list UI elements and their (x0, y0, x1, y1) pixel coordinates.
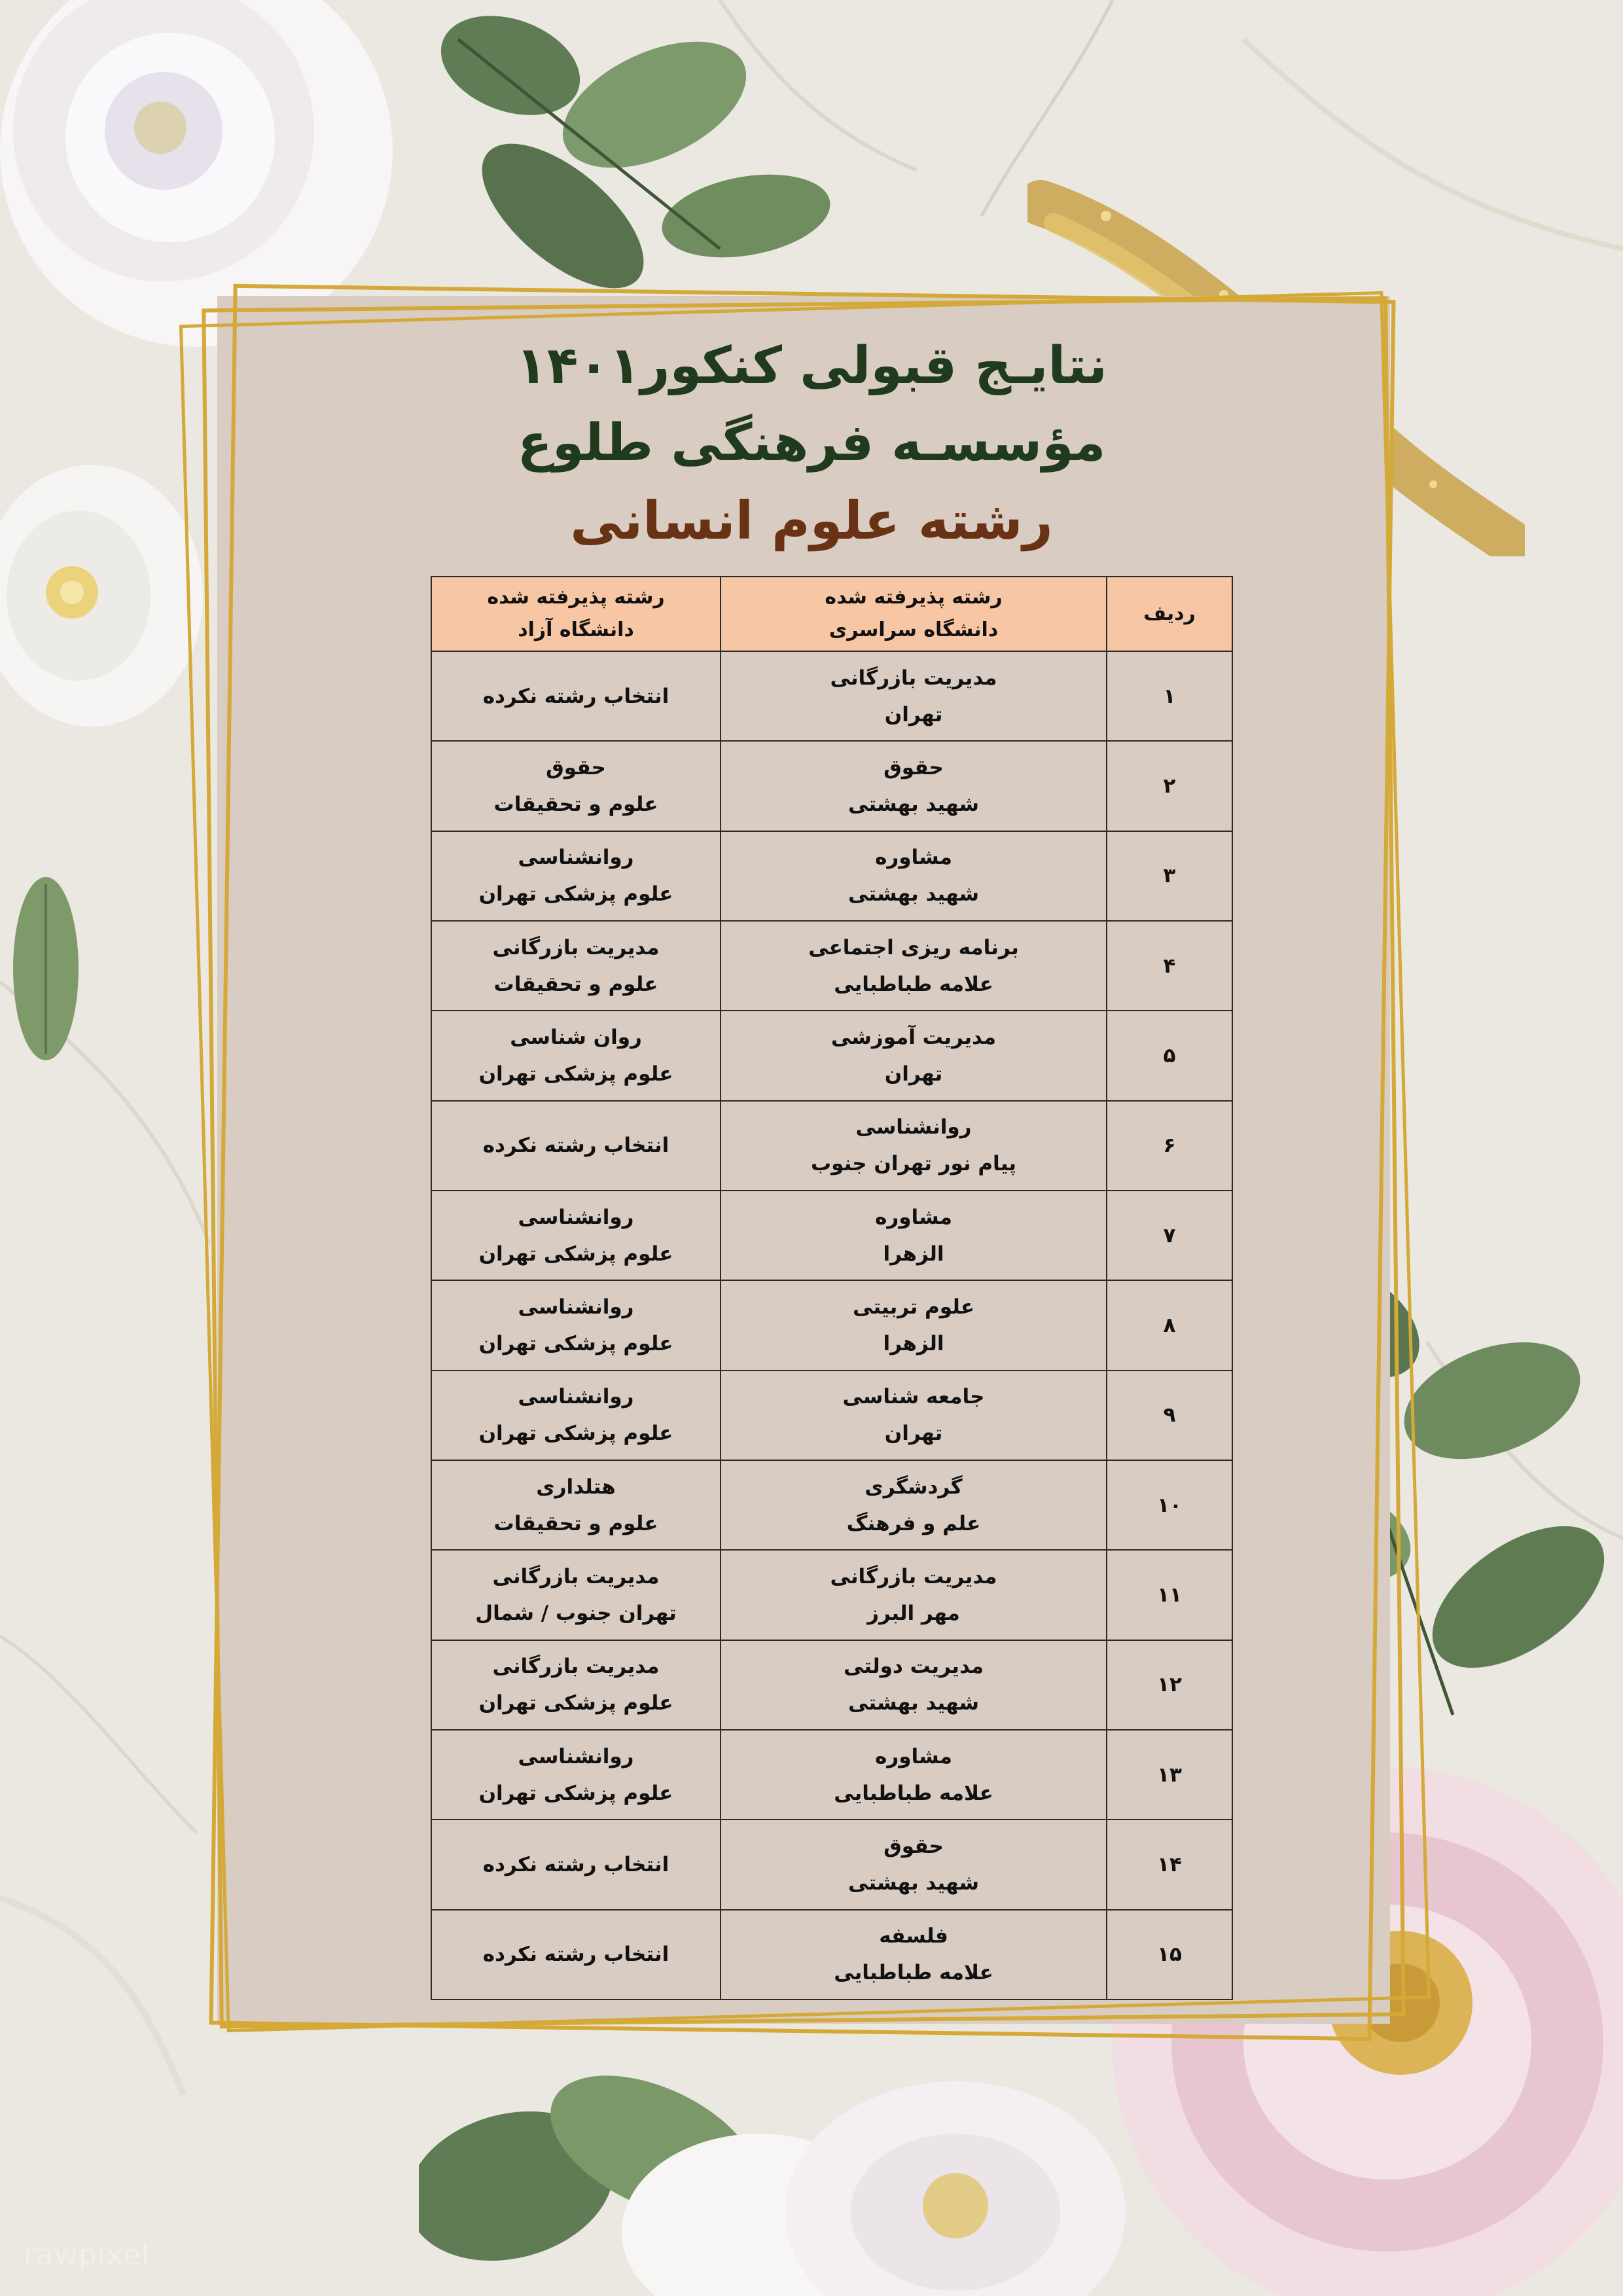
header-national-line2: دانشگاه سراسری (829, 619, 999, 641)
header-national-line1: رشته پذیرفته شده (825, 586, 1003, 609)
national-major: مشاوره (875, 1744, 952, 1768)
row-number: ۴ (1107, 921, 1232, 1011)
national-major: مدیریت آموزشی (830, 1025, 997, 1049)
azad-major: حقوق (546, 755, 606, 780)
national-cell (721, 1460, 1107, 1550)
national-university: علامه طباطبایی (834, 972, 993, 996)
national-university: تهران (884, 1422, 943, 1446)
header-azad-university (431, 577, 721, 651)
row-number: ۱۱ (1107, 1550, 1232, 1640)
table-header-row (431, 577, 1232, 651)
results-table (431, 576, 1233, 2000)
table-row (431, 1460, 1232, 1550)
title-line-3: رشته علوم انسانی (570, 490, 1053, 551)
national-cell (721, 1550, 1107, 1640)
national-university: الزهرا (883, 1242, 944, 1266)
row-number: ۱۰ (1107, 1460, 1232, 1550)
title-line-2: مؤسسـه فرهنگی طلوع (517, 414, 1106, 473)
national-major: مدیریت دولتی (843, 1655, 984, 1679)
azad-university: علوم پزشکی تهران (478, 1242, 673, 1266)
national-university: تهران (884, 702, 943, 726)
azad-major: روان شناسی (510, 1025, 642, 1049)
table-row (431, 1280, 1232, 1370)
header-national-university (721, 577, 1107, 651)
table-row (431, 1550, 1232, 1640)
national-university: پیام نور تهران جنوب (810, 1152, 1016, 1176)
azad-university: علوم پزشکی تهران (478, 882, 673, 906)
row-number: ۱۲ (1107, 1640, 1232, 1730)
national-university: مهر البرز (867, 1601, 960, 1625)
azad-cell (431, 1371, 721, 1460)
table-row (431, 1011, 1232, 1100)
national-major: مدیریت بازرگانی (830, 1564, 997, 1588)
green-leaves-left (0, 798, 118, 1113)
row-number: ۱۵ (1107, 1910, 1232, 2000)
azad-cell (431, 1101, 721, 1191)
national-cell (721, 921, 1107, 1011)
row-number: ۵ (1107, 1011, 1232, 1100)
national-major: مدیریت بازرگانی (830, 666, 997, 690)
national-cell (721, 831, 1107, 921)
national-cell (721, 1101, 1107, 1191)
national-major: روانشناسی (855, 1115, 972, 1139)
white-flowers-bottom (419, 2016, 1191, 2296)
table-row (431, 741, 1232, 831)
national-university: الزهرا (883, 1331, 944, 1355)
national-cell (721, 1280, 1107, 1370)
national-major: مشاوره (875, 1205, 952, 1229)
azad-cell (431, 1550, 721, 1640)
azad-university: علوم و تحقیقات (493, 792, 658, 816)
row-number: ۱۳ (1107, 1730, 1232, 1820)
national-major: برنامه ریزی اجتماعی (808, 935, 1019, 960)
title-line-1: نتایـج قبولی کنکور۱۴۰۱ (516, 336, 1107, 395)
table-row (431, 1101, 1232, 1191)
azad-university: علوم پزشکی تهران (478, 1062, 673, 1086)
table-row (431, 1910, 1232, 2000)
azad-major: انتخاب رشته نکرده (482, 1943, 669, 1967)
title-block (262, 327, 1361, 560)
national-cell (721, 1191, 1107, 1280)
national-university: شهید بهشتی (848, 882, 979, 906)
azad-major: مدیریت بازرگانی (492, 1564, 660, 1588)
header-azad-line1: رشته پذیرفته شده (487, 586, 665, 609)
national-major: فلسفه (879, 1924, 948, 1948)
national-cell (721, 1730, 1107, 1820)
azad-cell (431, 921, 721, 1011)
national-university: شهید بهشتی (848, 792, 979, 816)
azad-cell (431, 1730, 721, 1820)
national-major: جامعه شناسی (842, 1385, 985, 1409)
azad-major: هتلداری (536, 1475, 616, 1499)
table-row (431, 831, 1232, 921)
azad-major: انتخاب رشته نکرده (482, 1852, 669, 1876)
national-major: علوم تربیتی (852, 1295, 974, 1319)
national-cell (721, 1640, 1107, 1730)
azad-cell (431, 1640, 721, 1730)
azad-major: مدیریت بازرگانی (492, 935, 660, 960)
row-number: ۳ (1107, 831, 1232, 921)
azad-cell (431, 741, 721, 831)
national-cell (721, 1820, 1107, 1909)
azad-university: علوم پزشکی تهران (478, 1331, 673, 1355)
national-university: شهید بهشتی (848, 1871, 979, 1895)
azad-major: روانشناسی (518, 1744, 634, 1768)
national-university: تهران (884, 1062, 943, 1086)
national-cell (721, 741, 1107, 831)
row-number: ۹ (1107, 1371, 1232, 1460)
row-number: ۱ (1107, 651, 1232, 741)
azad-cell (431, 1011, 721, 1100)
azad-university: علوم و تحقیقات (493, 1511, 658, 1535)
azad-university: علوم پزشکی تهران (478, 1422, 673, 1446)
azad-university: علوم پزشکی تهران (478, 1781, 673, 1805)
azad-cell (431, 1191, 721, 1280)
national-major: حقوق (883, 755, 944, 780)
national-cell (721, 1910, 1107, 2000)
national-university: علامه طباطبایی (834, 1781, 993, 1805)
row-number: ۷ (1107, 1191, 1232, 1280)
azad-major: روانشناسی (518, 1385, 634, 1409)
green-leaves-top (380, 0, 877, 314)
national-cell (721, 1011, 1107, 1100)
table-row (431, 921, 1232, 1011)
azad-major: مدیریت بازرگانی (492, 1655, 660, 1679)
azad-major: انتخاب رشته نکرده (482, 684, 669, 708)
table-row (431, 1371, 1232, 1460)
azad-cell (431, 1820, 721, 1909)
national-university: شهید بهشتی (848, 1691, 979, 1715)
azad-university: علوم و تحقیقات (493, 972, 658, 996)
header-row-number: ردیف (1107, 577, 1232, 651)
table-row (431, 651, 1232, 741)
national-university: علم و فرهنگ (846, 1511, 981, 1535)
national-major: گردشگری (865, 1475, 963, 1499)
azad-university: علوم پزشکی تهران (478, 1691, 673, 1715)
table-row (431, 1730, 1232, 1820)
azad-major: انتخاب رشته نکرده (482, 1134, 669, 1158)
row-number: ۲ (1107, 741, 1232, 831)
watermark-logo: rawpixel (24, 2238, 151, 2272)
azad-major: روانشناسی (518, 1205, 634, 1229)
row-number: ۸ (1107, 1280, 1232, 1370)
table-row (431, 1640, 1232, 1730)
national-university: علامه طباطبایی (834, 1961, 993, 1985)
table-row (431, 1820, 1232, 1909)
azad-cell (431, 831, 721, 921)
azad-university: تهران جنوب / شمال (475, 1601, 677, 1625)
table-row (431, 1191, 1232, 1280)
azad-cell (431, 651, 721, 741)
national-cell (721, 1371, 1107, 1460)
header-azad-line2: دانشگاه آزاد (518, 619, 634, 641)
azad-cell (431, 1460, 721, 1550)
row-number: ۶ (1107, 1101, 1232, 1191)
national-major: حقوق (883, 1834, 944, 1858)
national-major: مشاوره (875, 846, 952, 870)
row-number: ۱۴ (1107, 1820, 1232, 1909)
azad-cell (431, 1910, 721, 2000)
azad-major: روانشناسی (518, 846, 634, 870)
azad-cell (431, 1280, 721, 1370)
azad-major: روانشناسی (518, 1295, 634, 1319)
national-cell (721, 651, 1107, 741)
white-flower-left (0, 458, 209, 798)
